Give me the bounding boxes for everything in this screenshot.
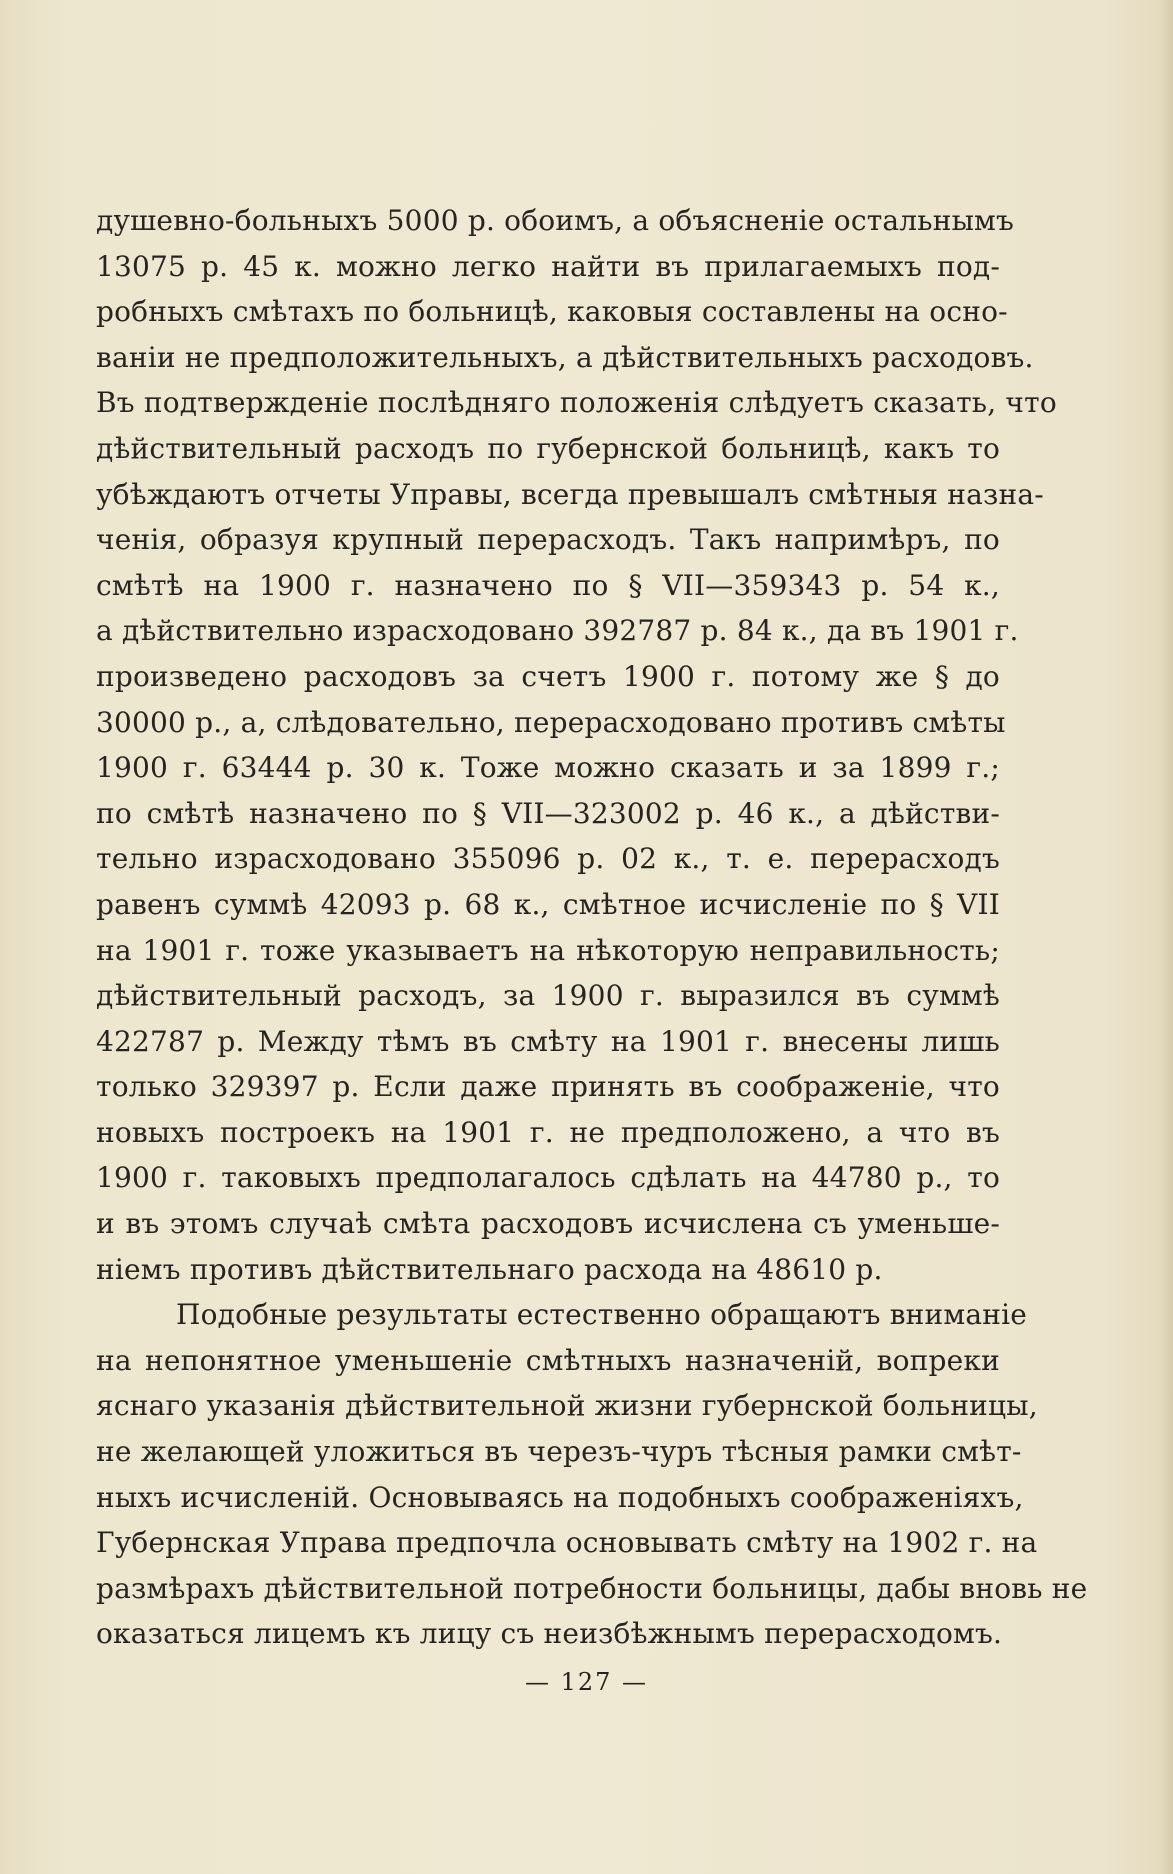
text-line: ніемъ противъ дѣйствительнаго расхода на 48610 р. bbox=[96, 1252, 883, 1286]
text-line: ныхъ исчисленій. Основываясь на подобныхъ соображеніяхъ, bbox=[96, 1480, 1024, 1514]
text-line: новыхъ построекъ на 1901 г. не предположено, а что въ bbox=[96, 1115, 1000, 1149]
text-line: Подобные результаты естественно обращаютъ вниманіе bbox=[176, 1298, 1028, 1332]
text-line: Въ подтвержденіе послѣдняго положенія слѣдуетъ сказать, что bbox=[96, 386, 1057, 420]
text-line: и въ этомъ случаѣ смѣта расходовъ исчислена съ уменьше- bbox=[96, 1207, 1000, 1241]
text-line: ваніи не предположительныхъ, а дѣйствительныхъ расходовъ. bbox=[96, 340, 1034, 374]
text-line: на 1901 г. тоже указываетъ на нѣкоторую неправильность; bbox=[96, 933, 1000, 967]
text-line: смѣтѣ на 1900 г. назначено по § VII—359343 р. 54 к., bbox=[96, 568, 1000, 602]
text-line: дѣйствительный расходъ, за 1900 г. выразился въ суммѣ bbox=[96, 979, 1000, 1013]
text-line: яснаго указанія дѣйствительной жизни губернской больницы, bbox=[96, 1389, 1038, 1423]
text-line: на непонятное уменьшеніе смѣтныхъ назначеній, вопреки bbox=[96, 1343, 1000, 1377]
page-number: — 127 — bbox=[524, 1668, 649, 1696]
text-line: ченія, образуя крупный перерасходъ. Такъ напримѣръ, по bbox=[96, 523, 1000, 557]
text-line: оказаться лицемъ къ лицу съ неизбѣжнымъ перерасходомъ. bbox=[96, 1617, 1003, 1651]
body-text bbox=[96, 198, 1088, 1657]
text-line: размѣрахъ дѣйствительной потребности больницы, дабы вновь не bbox=[96, 1571, 1088, 1605]
text-line: Губернская Управа предпочла основывать смѣту на 1902 г. на bbox=[96, 1526, 1038, 1560]
text-line: а дѣйствительно израсходовано 392787 р. 84 к., да въ 1901 г. bbox=[96, 614, 1019, 648]
text-line: 422787 р. Между тѣмъ въ смѣту на 1901 г. внесены лишь bbox=[96, 1024, 1000, 1058]
text-line: 13075 р. 45 к. можно легко найти въ прилагаемыхъ под- bbox=[96, 249, 1000, 283]
paragraph bbox=[96, 198, 1057, 1292]
text-line: дѣйствительный расходъ по губернской больницѣ, какъ то bbox=[96, 431, 1000, 465]
text-line: тельно израсходовано 355096 р. 02 к., т. е. перерасходъ bbox=[96, 842, 1000, 876]
text-line: душевно-больныхъ 5000 р. обоимъ, а объясненіе остальнымъ bbox=[96, 204, 1015, 237]
text-line: равенъ суммѣ 42093 р. 68 к., смѣтное исчисленіе по § VII bbox=[96, 887, 1000, 921]
page-edge-shadow bbox=[1159, 0, 1173, 1874]
text-line: убѣждаютъ отчеты Управы, всегда превышалъ смѣтныя назна- bbox=[96, 477, 1044, 511]
text-line: 30000 р., а, слѣдовательно, перерасходовано противъ смѣты bbox=[96, 705, 1006, 739]
paragraph bbox=[96, 1292, 1088, 1657]
text-line: 1900 г. таковыхъ предполагалось сдѣлать на 44780 р., то bbox=[96, 1161, 1000, 1195]
text-line: по смѣтѣ назначено по § VII—323002 р. 46 к., а дѣйстви- bbox=[96, 796, 1000, 830]
text-line: робныхъ смѣтахъ по больницѣ, каковыя составлены на осно- bbox=[96, 295, 1008, 329]
text-line: 1900 г. 63444 р. 30 к. Тоже можно сказать и за 1899 г.; bbox=[96, 751, 1000, 785]
text-line: произведено расходовъ за счетъ 1900 г. потому же § до bbox=[96, 659, 1000, 693]
text-line: только 329397 р. Если даже принять въ соображеніе, что bbox=[96, 1070, 1000, 1104]
text-line: не желающей уложиться въ черезъ-чуръ тѣсныя рамки смѣт- bbox=[96, 1435, 1022, 1469]
